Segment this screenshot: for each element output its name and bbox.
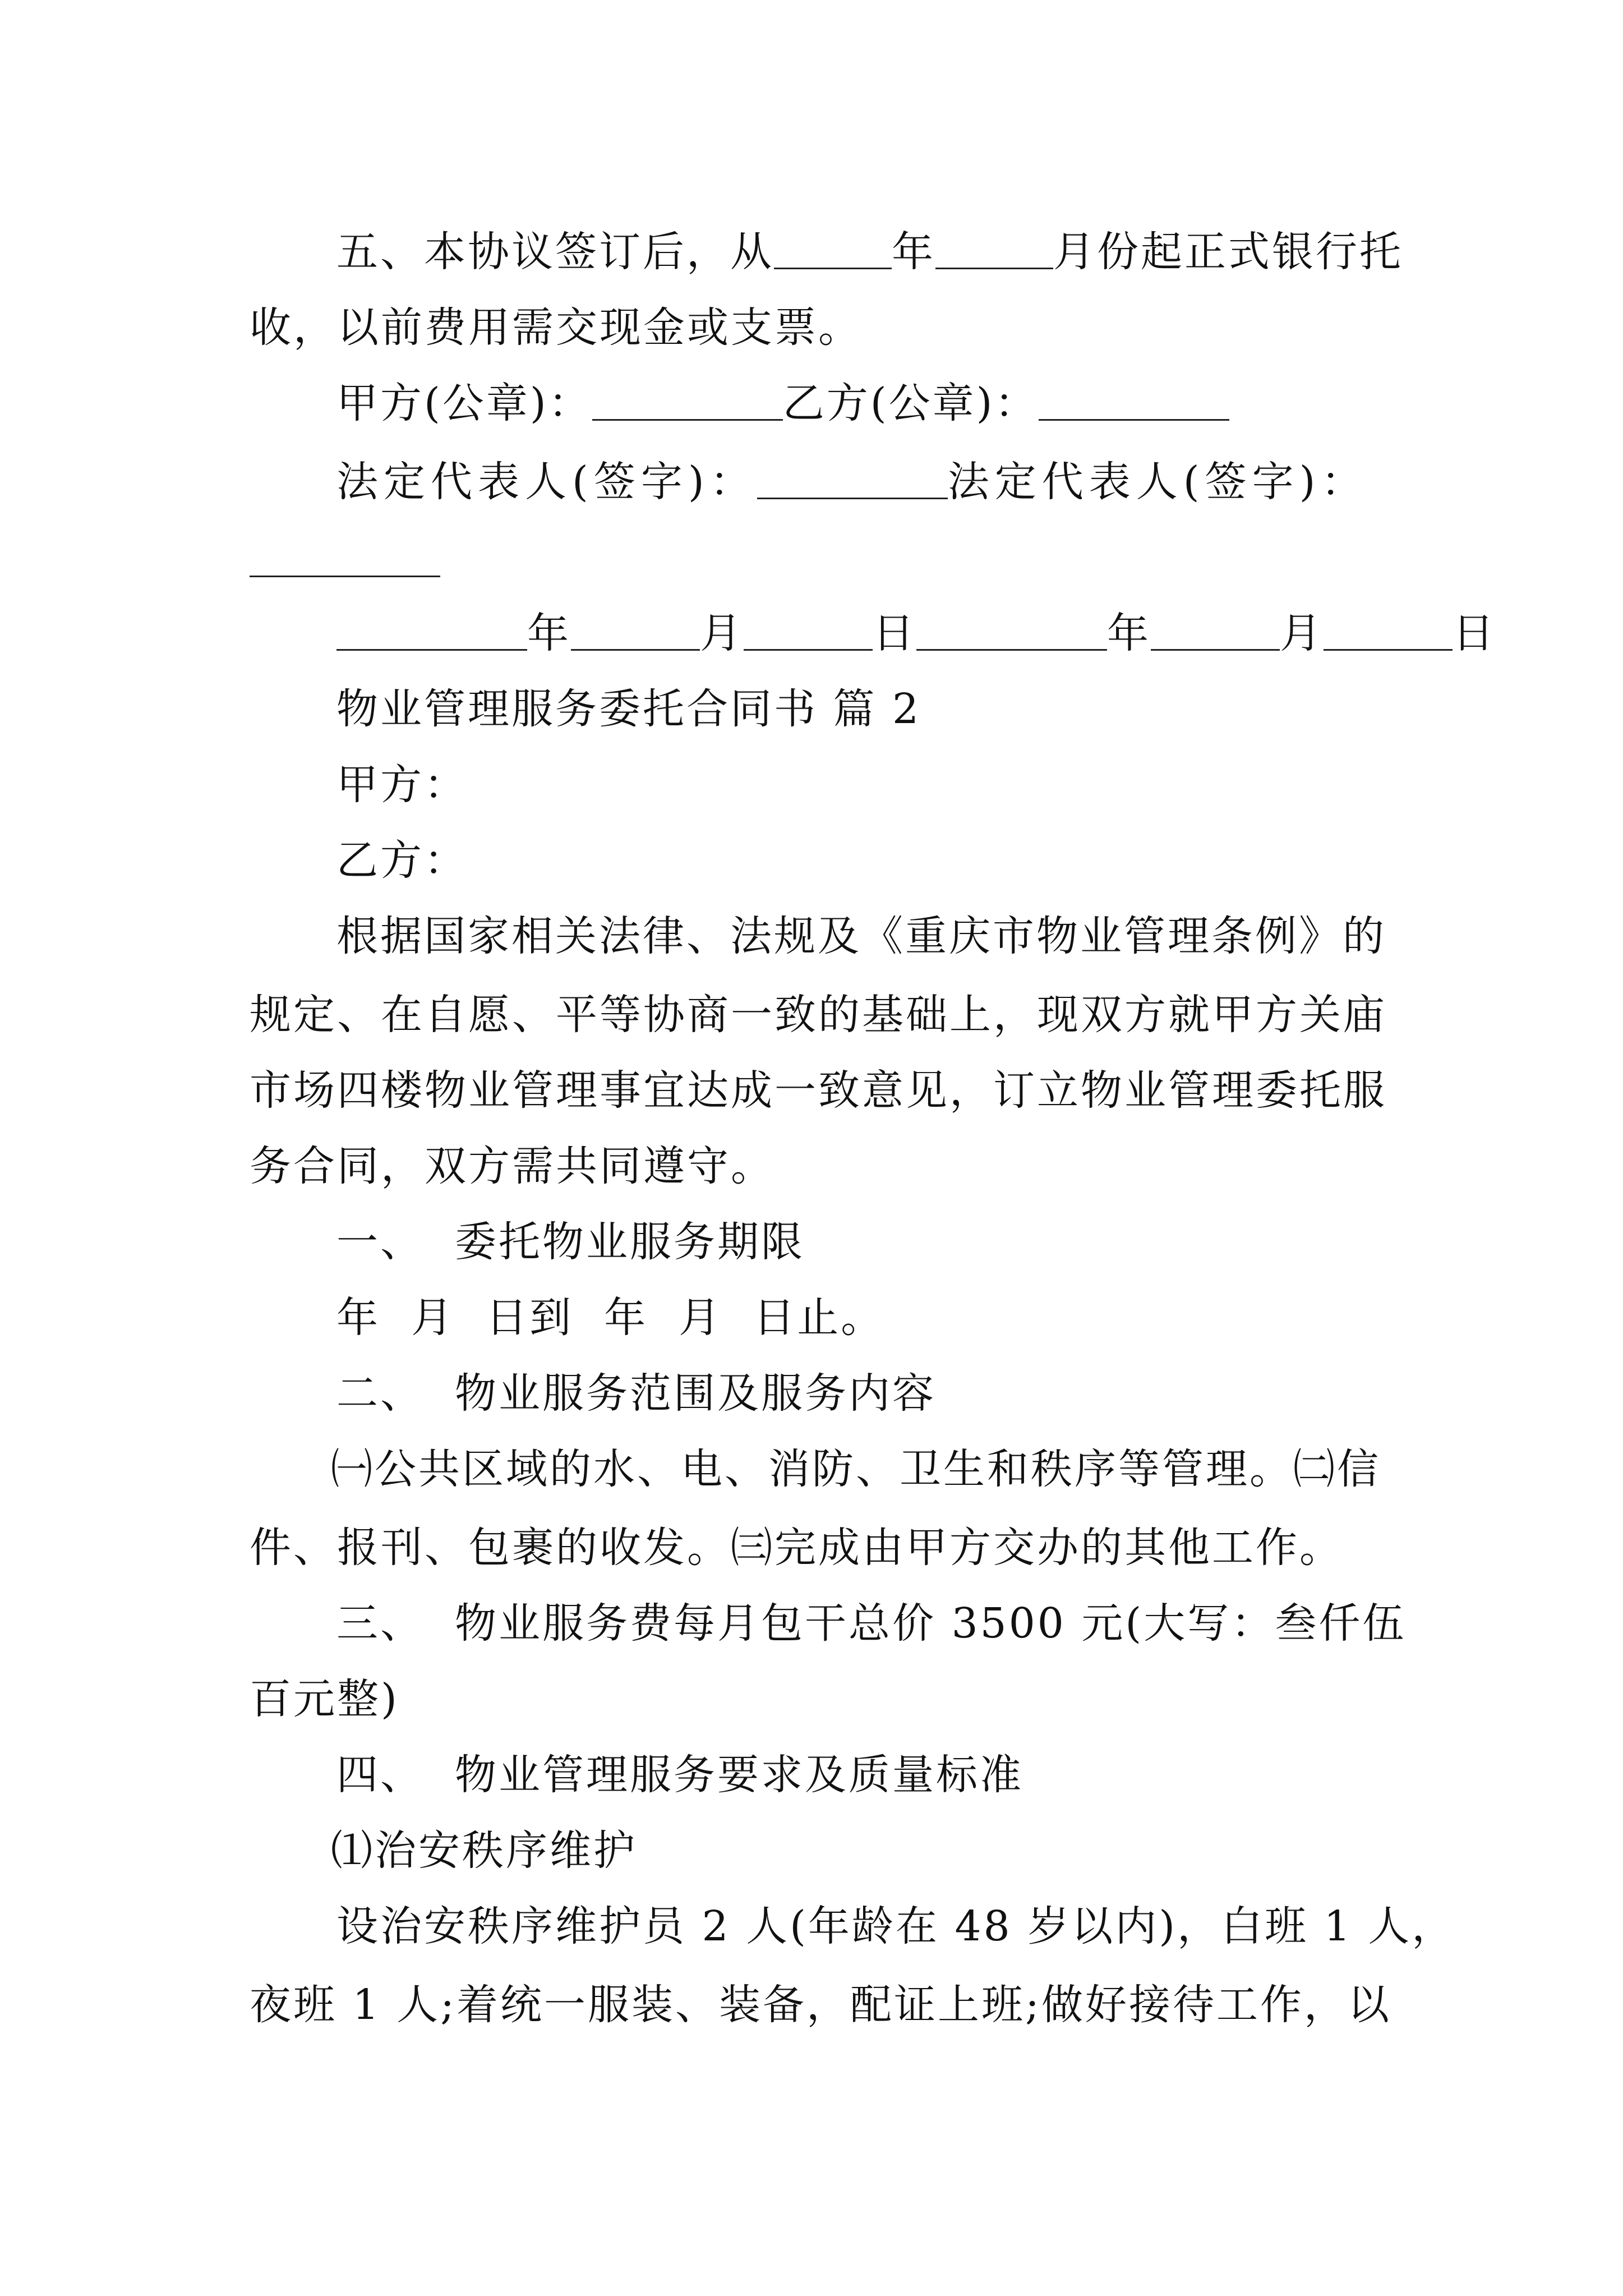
date-b-day-blank <box>1324 648 1453 651</box>
section-four-title: 四、 物业管理服务要求及质量标准 <box>336 1751 1024 1799</box>
date-a-day: 日 <box>873 609 916 657</box>
date-a-month-blank <box>571 648 700 651</box>
date-a-day-blank <box>744 648 873 651</box>
date-a-year: 年 <box>527 609 571 657</box>
intro-line-3: 市场四楼物业管理事宜达成一致意见，订立物业管理委托服 <box>250 1066 1387 1115</box>
date-b-blank <box>916 648 1107 651</box>
seal-line <box>336 370 1229 430</box>
date-b-month: 月 <box>1280 609 1324 657</box>
clause-five-line-1 <box>336 219 1403 278</box>
date-b-year: 年 <box>1107 609 1151 657</box>
intro-line-1: 根据国家相关法律、法规及《重庆市物业管理条例》的 <box>336 912 1386 960</box>
date-a-month: 月 <box>700 609 744 657</box>
date-a-blank <box>336 648 527 651</box>
section-three-line-1: 三、 物业服务费每月包干总价 3500 元(大写：叁仟伍 <box>336 1599 1407 1648</box>
party-b-rep-blank <box>250 575 440 577</box>
section-two-line-2: 件、报刊、包裹的收发。㈢完成由甲方交办的其他工作。 <box>250 1524 1343 1572</box>
date-b-day: 日 <box>1453 609 1496 657</box>
clause-five-line-2: 收，以前费用需交现金或支票。 <box>250 303 862 352</box>
section-two-line-1: ㈠公共区域的水、电、消防、卫生和秩序等管理。㈡信 <box>331 1445 1381 1493</box>
party-a-seal-blank <box>592 418 783 421</box>
party-a-rep-label: 法定代表人(签字)： <box>336 458 757 506</box>
contract-heading: 物业管理服务委托合同书 篇 2 <box>336 685 921 733</box>
section-four-line-1: 设治安秩序维护员 2 人(年龄在 48 岁以内)，白班 1 人， <box>336 1902 1456 1950</box>
month-blank <box>935 267 1053 269</box>
party-b-seal-blank <box>1039 418 1229 421</box>
party-a-rep-blank <box>757 497 948 499</box>
party-a-label: 甲方： <box>336 761 468 809</box>
year-blank <box>774 267 892 269</box>
date-b-month-blank <box>1151 648 1280 651</box>
party-a-seal-label: 甲方(公章)： <box>336 379 592 427</box>
date-line <box>336 600 1496 660</box>
section-two-title: 二、 物业服务范围及服务内容 <box>336 1369 937 1418</box>
year-label: 年 <box>892 228 935 276</box>
intro-line-2: 规定、在自愿、平等协商一致的基础上，现双方就甲方关庙 <box>250 991 1387 1039</box>
party-b-rep-blank-line <box>250 536 440 584</box>
party-b-rep-label: 法定代表人(签字)： <box>947 458 1368 506</box>
section-three-line-2: 百元整) <box>250 1675 399 1723</box>
section-four-line-2: 夜班 1 人;着统一服装、装备，配证上班;做好接待工作，以 <box>250 1981 1391 2029</box>
party-b-seal-label: 乙方(公章)： <box>782 379 1039 427</box>
representative-line <box>336 449 1368 508</box>
intro-line-4: 务合同，双方需共同遵守。 <box>250 1142 774 1190</box>
section-one-title: 一、 委托物业服务期限 <box>336 1218 805 1266</box>
party-b-label: 乙方： <box>336 836 468 885</box>
clause-five-text-tail: 月份起正式银行托 <box>1053 228 1403 276</box>
section-four-subtitle: ⑴治安秩序维护 <box>331 1826 637 1875</box>
section-one-text: 年 月 日到 年 月 日止。 <box>336 1294 885 1342</box>
clause-five-text: 五、本协议签订后，从 <box>336 228 774 276</box>
